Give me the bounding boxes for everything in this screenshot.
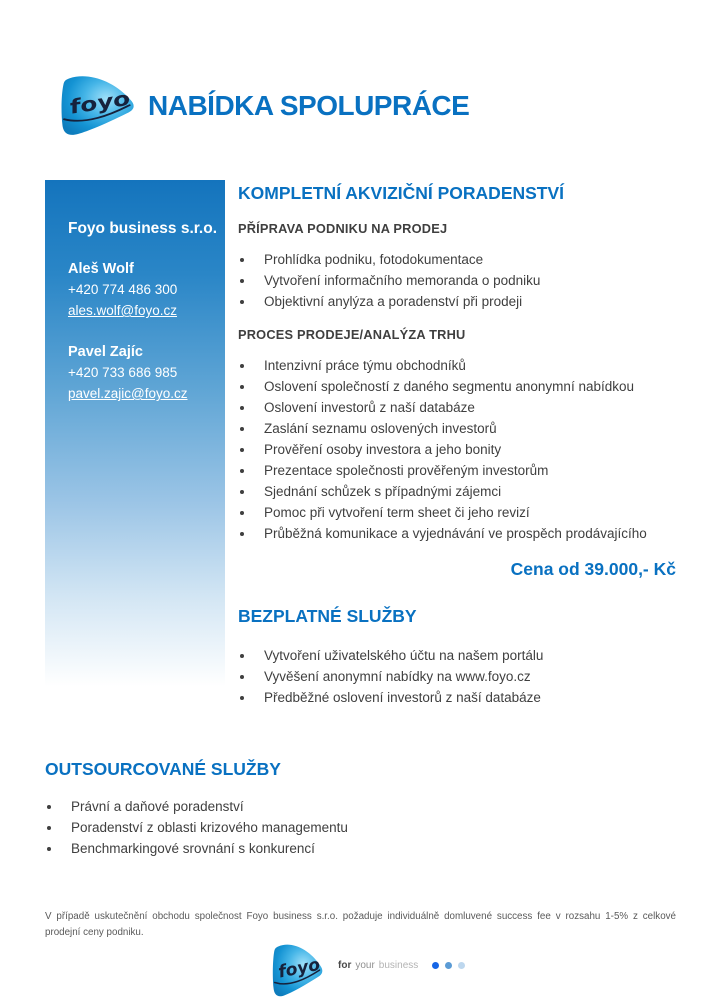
list-item: • Právní a daňové poradenství xyxy=(62,796,676,817)
email-link[interactable]: pavel.zajic@foyo.cz xyxy=(68,386,188,401)
list-item: • Oslovení společností z daného segmentu anonymní nabídkou xyxy=(255,376,676,397)
tagline-dot-icon xyxy=(432,962,439,969)
list-item: • Prohlídka podniku, fotodokumentace xyxy=(255,249,676,270)
subsection-title-preparation: PŘÍPRAVA PODNIKU NA PRODEJ xyxy=(238,221,448,236)
disclaimer-text: V případě uskutečnění obchodu společnost Foyo business s.r.o. požaduje individuálně domluvené success fee v rozsahu 1-5% z celkové prodejní ceny podniku. xyxy=(45,911,676,938)
tagline-dots xyxy=(432,962,465,969)
contact-phone: +420 733 686 985 xyxy=(68,365,178,380)
list-item: • Vytvoření uživatelského účtu na našem portálu xyxy=(255,645,676,666)
tagline-dot-icon xyxy=(445,962,452,969)
tagline-dot-icon xyxy=(458,962,465,969)
section-title-outsourced: OUTSOURCOVANÉ SLUŽBY xyxy=(45,759,281,779)
list-item: • Předběžné oslovení investorů z naší databáze xyxy=(255,687,676,708)
list-item: • Pomoc při vytvoření term sheet či jeho revizí xyxy=(255,502,676,523)
outsourced-section xyxy=(45,759,676,874)
price-label: Cena od 39.000,- Kč xyxy=(510,559,676,579)
contact-card xyxy=(68,259,225,321)
list-item: • Prezentace společnosti prověřeným investorům xyxy=(255,460,676,481)
list-item: • Vyvěšení anonymní nabídky na www.foyo.cz xyxy=(255,666,676,687)
list-item: • Benchmarkingové srovnání s konkurencí xyxy=(62,838,676,859)
section-title-free-services: BEZPLATNÉ SLUŽBY xyxy=(238,606,417,626)
tagline-for: for xyxy=(338,960,352,971)
list-item: • Prověření osoby investora a jeho bonity xyxy=(255,439,676,460)
subsection-title-process: PROCES PRODEJE/ANALÝZA TRHU xyxy=(238,327,466,342)
list-item: • Intenzivní práce týmu obchodníků xyxy=(255,355,676,376)
email-link[interactable]: ales.wolf@foyo.cz xyxy=(68,303,177,318)
foyo-logo xyxy=(53,71,139,138)
bullet-list-outsourced xyxy=(45,796,676,859)
sidebar xyxy=(45,180,225,702)
contact-card xyxy=(68,342,225,404)
tagline-business: business xyxy=(378,960,419,971)
bullet-list-free-services xyxy=(238,645,676,708)
page-title: NABÍDKA SPOLUPRÁCE xyxy=(148,90,470,121)
tagline-your: your xyxy=(355,960,375,971)
list-item: • Průběžná komunikace a vyjednávání ve prospěch prodávajícího xyxy=(255,523,676,544)
footer-tagline xyxy=(338,960,465,971)
foyo-logo-icon xyxy=(53,71,139,138)
section-title-acquisition: KOMPLETNÍ AKVIZIČNÍ PORADENSTVÍ xyxy=(238,183,565,203)
contact-phone: +420 774 486 300 xyxy=(68,282,178,297)
contact-name: Aleš Wolf xyxy=(68,261,134,277)
list-item: • Sjednání schůzek s případnými zájemci xyxy=(255,481,676,502)
list-item: • Vytvoření informačního memoranda o podniku xyxy=(255,270,676,291)
bullet-list-preparation xyxy=(238,249,676,312)
list-item: • Zaslání seznamu oslovených investorů xyxy=(255,418,676,439)
company-name: Foyo business s.r.o. xyxy=(68,220,218,237)
footer-foyo-logo xyxy=(267,940,326,999)
list-item: • Objektivní anylýza a poradenství při prodeji xyxy=(255,291,676,312)
contact-name: Pavel Zajíc xyxy=(68,344,143,360)
list-item: • Oslovení investorů z naší databáze xyxy=(255,397,676,418)
main-content xyxy=(238,183,676,723)
foyo-logo-icon xyxy=(267,940,326,999)
list-item: • Poradenství z oblasti krizového managementu xyxy=(62,817,676,838)
bullet-list-process xyxy=(238,355,676,544)
